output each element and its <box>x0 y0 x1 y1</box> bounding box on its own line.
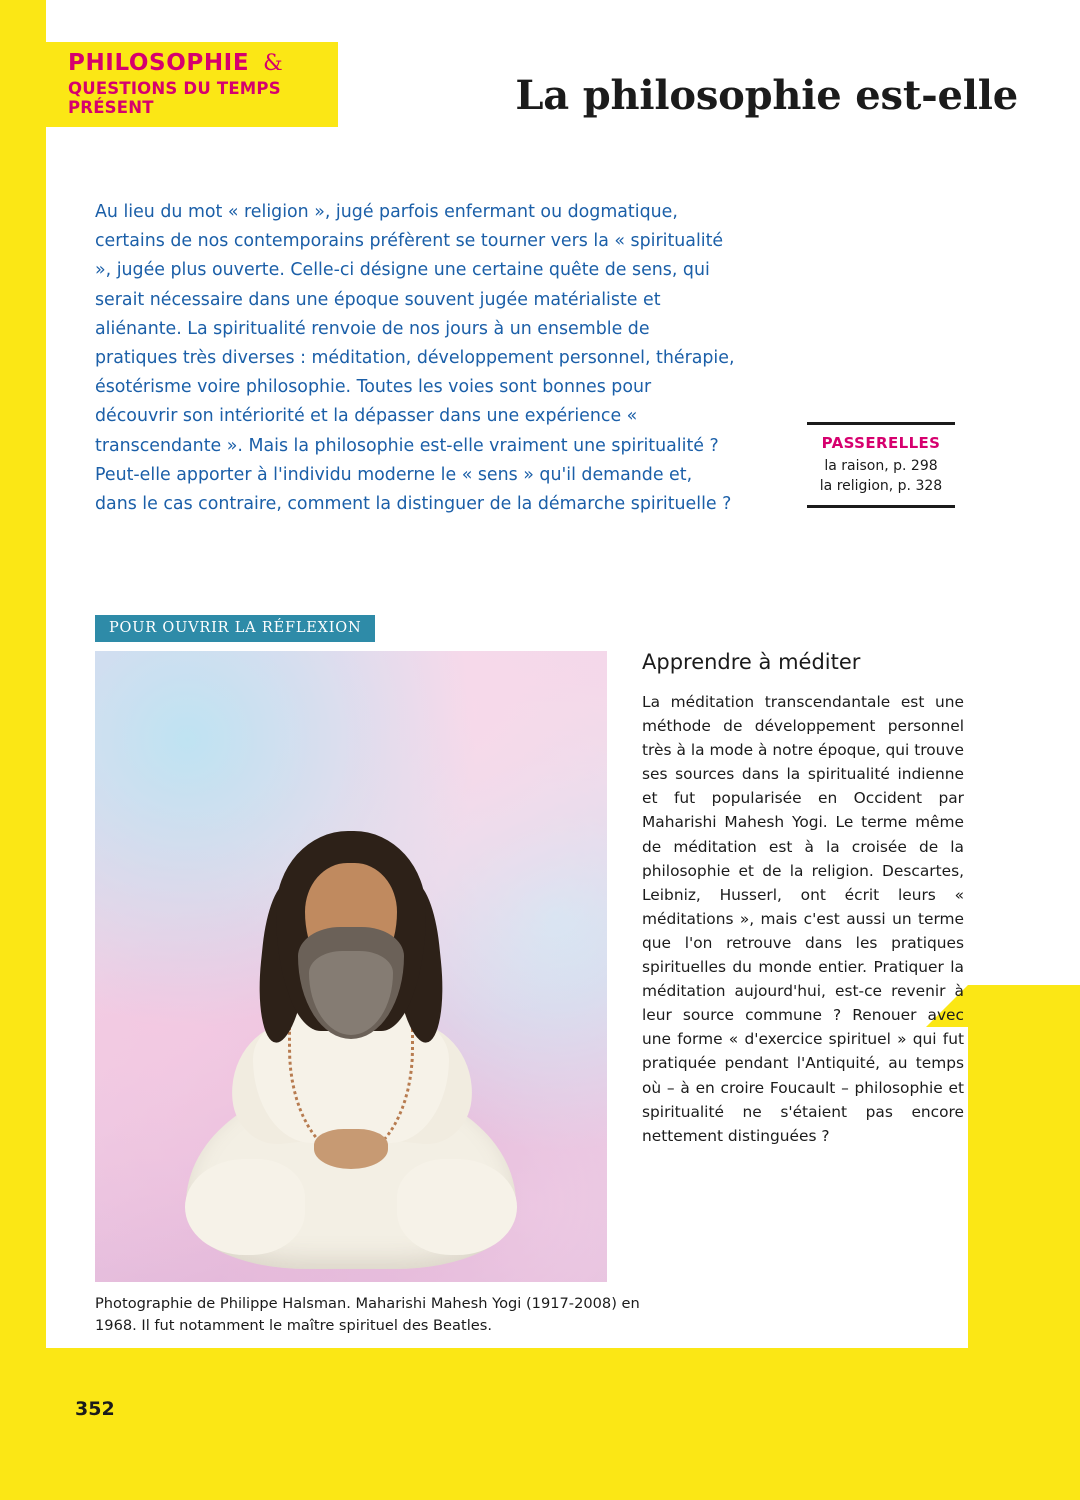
rubric-ampersand: & <box>263 51 283 76</box>
passerelles-rule-top <box>807 422 955 425</box>
passerelles-rule-bottom <box>807 505 955 508</box>
passerelles-item[interactable]: la raison, p. 298 <box>824 458 938 474</box>
figure-knee-right <box>397 1159 517 1255</box>
article-title: Apprendre à méditer <box>642 650 861 674</box>
left-yellow-band <box>0 0 46 1500</box>
intro-paragraph: Au lieu du mot « religion », jugé parfois enfermant ou dogmatique, certains de nos contemporains préfèrent se tourner vers la « spiritualité », jugée plus ouverte. Celle-ci désigne une certaine quête de sens, qui serait nécessaire dans une époque souvent jugée matérialiste et aliénante. La spiritualité renvoie de nos jours à un ensemble de pratiques très diverses : méditation, développement personnel, thérapie, ésotérisme voire philosophie. Toutes les voies sont bonnes pour découvrir son intériorité et la dépasser dans une expérience « transcendante ». Mais la philosophie est-elle vraiment une spiritualité ? Peut-elle apporter à l'individu moderne le « sens » qu'il demande et, dans le cas contraire, comment la distinguer de la démarche spirituelle ? <box>95 202 735 515</box>
rubric-word: PHILOSOPHIE <box>68 50 250 76</box>
article-body: La méditation transcendantale est une méthode de développement personnel très à la mode à notre époque, qui trouve ses sources dans la spiritualité indienne et fut popularisée en Occident par Maharishi Mahesh Yogi. Le terme même de méditation est à la croisée de la philosophie et de la religion. Descartes, Leibniz, Husserl, ont écrit leurs « méditations », mais c'est aussi un terme que l'on retrouve dans les pratiques spirituelles du monde entier. Pratiquer la méditation aujourd'hui, est-ce revenir à leur source commune ? Renouer avec une forme « d'exercice spirituel » qui fut pratiquée pendant l'Antiquité, au temps où – à en croire Foucault – philosophie et spiritualité ne s'étaient pas encore nettement distinguées ? <box>642 693 964 1145</box>
photo-caption: Photographie de Philippe Halsman. Maharishi Mahesh Yogi (1917-2008) en 1968. Il fut notamment le maître spirituel des Beatles. <box>95 1295 640 1334</box>
figure-knee-left <box>185 1159 305 1255</box>
page-title: La philosophie est-elle <box>515 72 1018 119</box>
passerelles-title: PASSERELLES <box>821 434 941 452</box>
rubric-flag <box>46 42 338 127</box>
page-number: 352 <box>75 1398 115 1420</box>
seated-figure-illustration <box>95 651 607 1282</box>
passerelles-box <box>790 422 972 508</box>
rubric-line-primary <box>68 50 328 76</box>
passerelles-item[interactable]: la religion, p. 328 <box>819 478 943 494</box>
section-tag: POUR OUVRIR LA RÉFLEXION <box>95 615 375 642</box>
figure-hands <box>314 1129 388 1169</box>
right-yellow-block <box>968 985 1080 1348</box>
bottom-yellow-band <box>0 1348 1080 1500</box>
rubric-subtitle: QUESTIONS DU TEMPS PRÉSENT <box>68 79 281 117</box>
photo-maharishi <box>95 651 607 1282</box>
